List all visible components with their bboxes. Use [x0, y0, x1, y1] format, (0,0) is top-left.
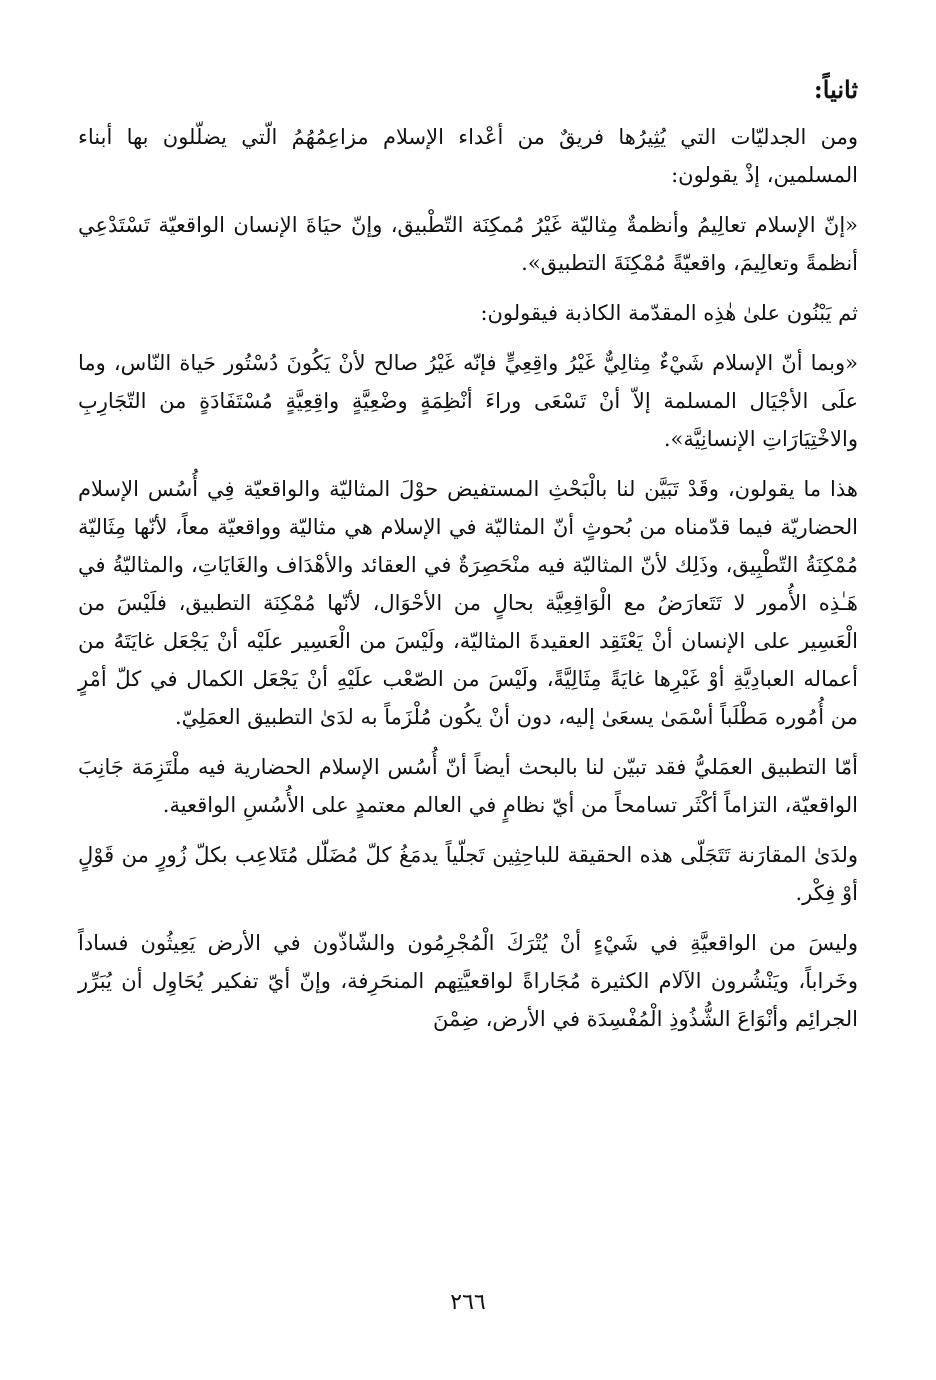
- paragraph-comparison: ولدَىٰ المقارَنة تَتَجَلّى هذه الحقيقة للباحِثِين تَجلّياً يدمَغُ كلّ مُضَلّل مُتَلاعِب بكلّ زُورٍ من قَوْلٍ أوْ فِكْر.: [78, 843, 858, 905]
- paragraph-quote-1: «إنّ الإسلام تعالِيمُ وأنظمةٌ مِثاليّة غَيْرُ مُمكِنَة التّطْبيق، وإنّ حيَاةَ الإنسان الواقعيّة تَسْتَدْعِي أنظمةً وتعالِيمَ، واقعيّةً مُمْكِنَةَ التطبيق».: [78, 213, 858, 275]
- page-number: ٢٦٦: [450, 1290, 486, 1315]
- paragraph-practical: أمّا التطبيق العمَليُّ فقد تبيّن لنا بالبحث أيضاً أنّ أُسُس الإسلام الحضارية فيه ملْتَزِمَة جَانِبَ الواقعيّة، التزاماً أكْثَر تسامحاً من أيّ نظامٍ في العالم معتمدٍ على الأُسُسِ الواقعية.: [78, 755, 858, 817]
- paragraph-response: هذا ما يقولون، وقَدْ تَبَيَّن لنا بالْبَحْثِ المستفيض حوْلَ المثاليّة والواقعيّة فِي أُسُس الإسلام الحضاريّة فيما قدّمناه من بُحوثٍ أنّ المثاليّة في الإسلام هي مثاليّة وواقعيّة معاً، لأنّها مِثَاليّة مُمْكِنَةُ التّطْبِيق، وذَلِك لأنّ المثاليّة فيه منْحَصِرَةٌ في العقائد والأهْدَاف والغَايَاتِ، والمثاليّةُ في هَـٰذِه الأُمور لا تَتَعارَضُ مع الْوَاقِعِيَّة بحالٍ من الأحْوَال، لأنّها مُمْكِنَة التطبيق، فلَيْسَ من الْعَسِير على الإنسان أنْ يَعْتَقِد العقيدةَ المثاليّة، ولَيْسَ من الْعَسِير علَيْه أنْ يَجْعَل غايَتَهُ من أعماله العبادِيَّةِ أوْ غَيْرِها غايَةً مِثَالِيَّةً، ولَيْسَ من الصّعْب علَيْهِ أنْ يَجْعَل الكمال في كلّ أمْرٍ من أُمُوره مَطْلَباً أسْمَىٰ يسعَىٰ إليه، دون أنْ يكُون مُلْزَماً به لدَىٰ التطبيق العمَلِيّ.: [78, 477, 858, 729]
- paragraph-transition: ثم يَبْنُون علىٰ هٰذِه المقدّمة الكاذبة فيقولون:: [480, 301, 858, 325]
- paragraph-quote-2: «وبما أنّ الإسلام شَيْءٌ مِثالِيٌّ غَيْرُ واقِعِيٍّ فإنّه غَيْرُ صالح لأنْ يَكُونَ دُسْتُور حَياة النّاس، وما علَى الأجْيَال المسلمة إلاّ أنْ تَسْعَى وراءَ أنْظِمَةٍ وضْعِيَّةٍ واقِعِيَّةٍ مُسْتَفَادَةٍ من التّجَارِبِ والاخْتِيَارَاتِ الإنسانِيَّة».: [78, 351, 858, 451]
- paragraph-intro: ومن الجدليّات التي يُثِيرُها فريقٌ من أعْداء الإسلام مزاعِمُهُمُ الّتي يضلّلون بها أبناء المسلمين، إذْ يقولون:: [78, 125, 858, 187]
- section-heading: ثانياً:: [813, 75, 858, 104]
- paragraph-realism: وليسَ من الواقعيَّةِ في شَيْءٍ أنْ يُتْرَكَ الْمُجْرِمُون والشّاذّون في الأرض يَعِيثُون فساداً وخَراباً، ويَنْشُرون الآلام الكثيرة مُجَاراةً لواقعيَّتِهم المنحَرِفة، وإنّ أيّ تفكير يُحَاوِل أن يُبَرِّر الجرائِم وأنْوَاعَ الشُّذُوذِ الْمُفْسِدَة في الأرض، ضِمْنَ: [78, 931, 858, 1031]
